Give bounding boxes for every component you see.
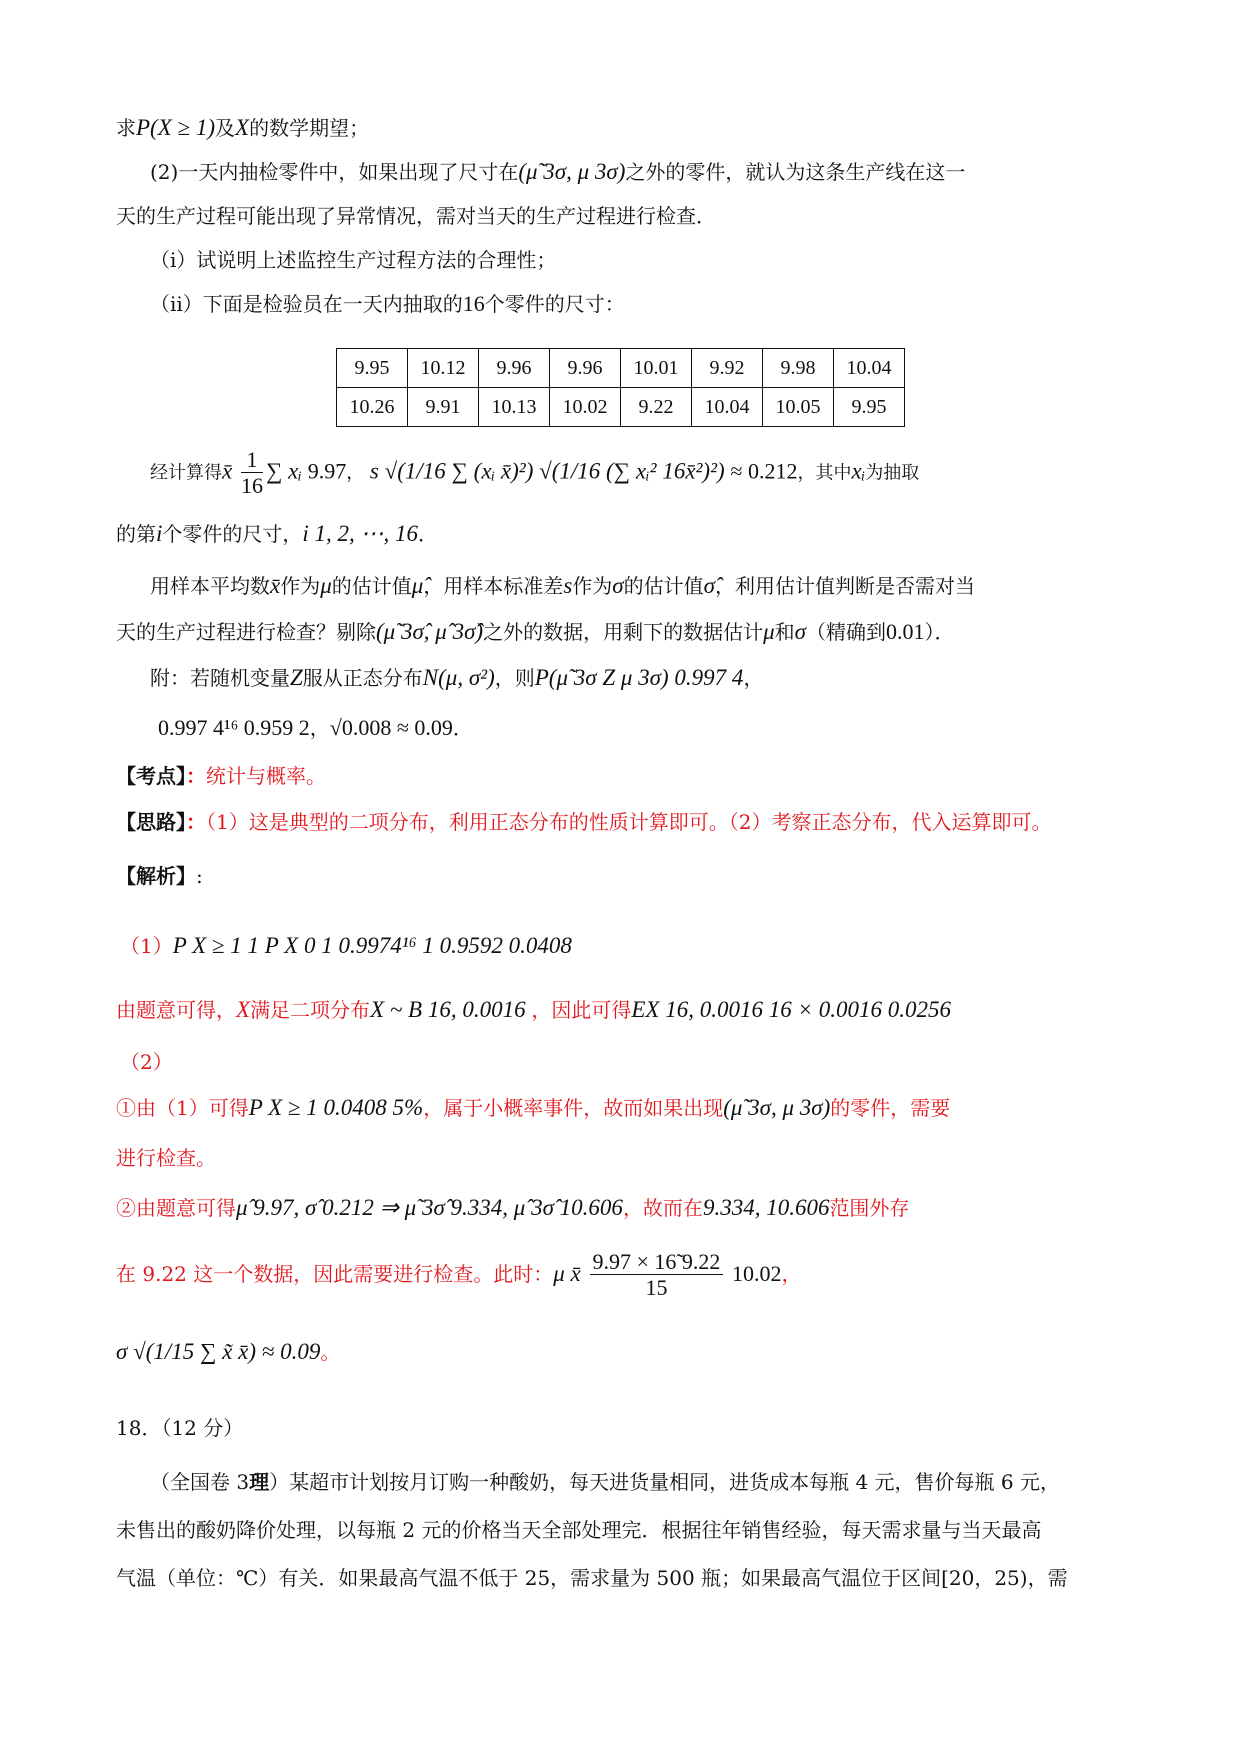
appendix-line-1: 附：若随机变量Z服从正态分布N(μ, σ²)，则P(μ̃ 3σ Z μ 3σ) 0.997 4， — [150, 665, 764, 690]
jiexi-label: 【解析】 — [116, 864, 196, 888]
table-cell: 9.98 — [763, 349, 834, 388]
table-cell: 9.95 — [834, 388, 905, 427]
question-18-header: 18．（12 分） — [116, 1416, 244, 1440]
solution-2-case-2: ②由题意可得μ̂ 9.97, σ̂ 0.212 ⇒ μ̃ 3σ̂ 9.334, μ̂ 3σ̂ 10.606，故而在9.334, 10.606范围外存 — [116, 1195, 910, 1220]
question-18-line1: （全国卷 3理）某超市计划按月订购一种酸奶，每天进货量相同，进货成本每瓶 4 元，售价每瓶 6 元， — [150, 1470, 1060, 1494]
question-18-line3: 气温（单位：℃）有关．如果最高气温不低于 25，需求量为 500 瓶；如果最高气温位于区间[20，25)，需 — [116, 1566, 1068, 1590]
solution-1-line: （1）P X ≥ 1 1 P X 0 1 0.9974¹⁶ 1 0.9592 0.0408 — [120, 933, 572, 958]
table-cell: 9.91 — [408, 388, 479, 427]
solution-2-case-1-line2: 进行检查。 — [116, 1146, 216, 1170]
table-cell: 10.12 — [408, 349, 479, 388]
table-cell: 10.05 — [763, 388, 834, 427]
question-2-line1: (2)一天内抽检零件中，如果出现了尺寸在(μ̃ 3σ, μ 3σ)之外的零件，就认为这条生产线在这一 — [150, 159, 966, 184]
mean-fraction: $\frac{9.97 \times 16̃ 9.22}{15}$ — [590, 1250, 724, 1301]
table-cell: 9.96 — [479, 349, 550, 388]
calc-line: 经计算得x̄ $\frac{1}{16}$ ∑ xᵢ 9.97， s √(1/16 ∑ (xᵢ x̄)²) √(1/16 (∑ xᵢ² 16x̄²)²) ≈ 0.212，其中xᵢ为抽取 — [150, 447, 920, 498]
solution-2-case-2-line2: 在 9.22 这一个数据，因此需要进行检查。此时：μ x̄ $\frac{9.97 \times 16̃ 9.22}{15}$ 10.02， — [116, 1249, 802, 1300]
solution-2-case-1: ①由（1）可得P X ≥ 1 0.0408 5%，属于小概率事件，故而如果出现(μ̃ 3σ, μ 3σ)的零件，需要 — [116, 1095, 951, 1120]
estimate-line-2: 天的生产过程进行检查？剔除(μ̃ 3σ̂, μ̂ 3σ̂)之外的数据，用剩下的数据估计μ和σ（精确到0.01）． — [116, 619, 955, 644]
appendix-line-2: 0.997 4¹⁶ 0.959 2，√0.008 ≈ 0.09． — [158, 715, 473, 740]
question-2-i: （ⅰ）试说明上述监控生产过程方法的合理性； — [150, 248, 557, 272]
table-cell: 10.04 — [692, 388, 763, 427]
table-cell: 10.02 — [550, 388, 621, 427]
prob-expr: P(X ≥ 1) — [136, 115, 216, 140]
solution-2-label: （2） — [120, 1050, 173, 1074]
table-cell: 10.01 — [621, 349, 692, 388]
silu-line: 【思路】：（1）这是典型的二项分布，利用正态分布的性质计算即可。（2）考察正态分布，代入运算即可。 — [116, 810, 1052, 834]
jiexi-line: 【解析】: — [116, 864, 203, 888]
table-cell: 10.13 — [479, 388, 550, 427]
sample-size-table — [336, 348, 905, 427]
table-row — [337, 388, 905, 427]
table-cell: 9.96 — [550, 349, 621, 388]
table-cell: 10.26 — [337, 388, 408, 427]
table-cell: 9.92 — [692, 349, 763, 388]
fraction-1-16: $\frac{1}{16}$ — [240, 447, 263, 498]
kaodian-line: 【考点】：统计与概率。 — [116, 764, 326, 788]
question-18-line2: 未售出的酸奶降价处理，以每瓶 2 元的价格当天全部处理完．根据往年销售经验，每天需求量与当天最高 — [116, 1518, 1042, 1542]
question-2-line2: 天的生产过程可能出现了异常情况，需对当天的生产过程进行检查． — [116, 204, 716, 228]
solution-1-binomial: 由题意可得，X满足二项分布X ~ B 16, 0.0016 ，因此可得EX 16, 0.0016 16 × 0.0016 0.0256 — [116, 997, 951, 1022]
table-cell: 9.95 — [337, 349, 408, 388]
table-cell: 9.22 — [621, 388, 692, 427]
table-cell: 10.04 — [834, 349, 905, 388]
table-row — [337, 349, 905, 388]
calc-line-2: 的第i个零件的尺寸，i 1, 2, ⋯, 16． — [116, 521, 439, 546]
solution-2-sigma: σ √(1/15 ∑ x̃ x̄) ≈ 0.09。 — [116, 1339, 341, 1364]
question-line-expectation: 求P(X ≥ 1)及X的数学期望； — [116, 115, 370, 140]
estimate-line-1: 用样本平均数x̄作为μ的估计值μ̂，用样本标准差s作为σ的估计值σ̂，利用估计值判断是否需对当 — [150, 573, 975, 598]
silu-label: 【思路】 — [116, 810, 186, 834]
kaodian-label: 【考点】 — [116, 764, 186, 788]
question-2-ii: （ⅱ）下面是检验员在一天内抽取的16个零件的尺寸： — [150, 291, 625, 316]
